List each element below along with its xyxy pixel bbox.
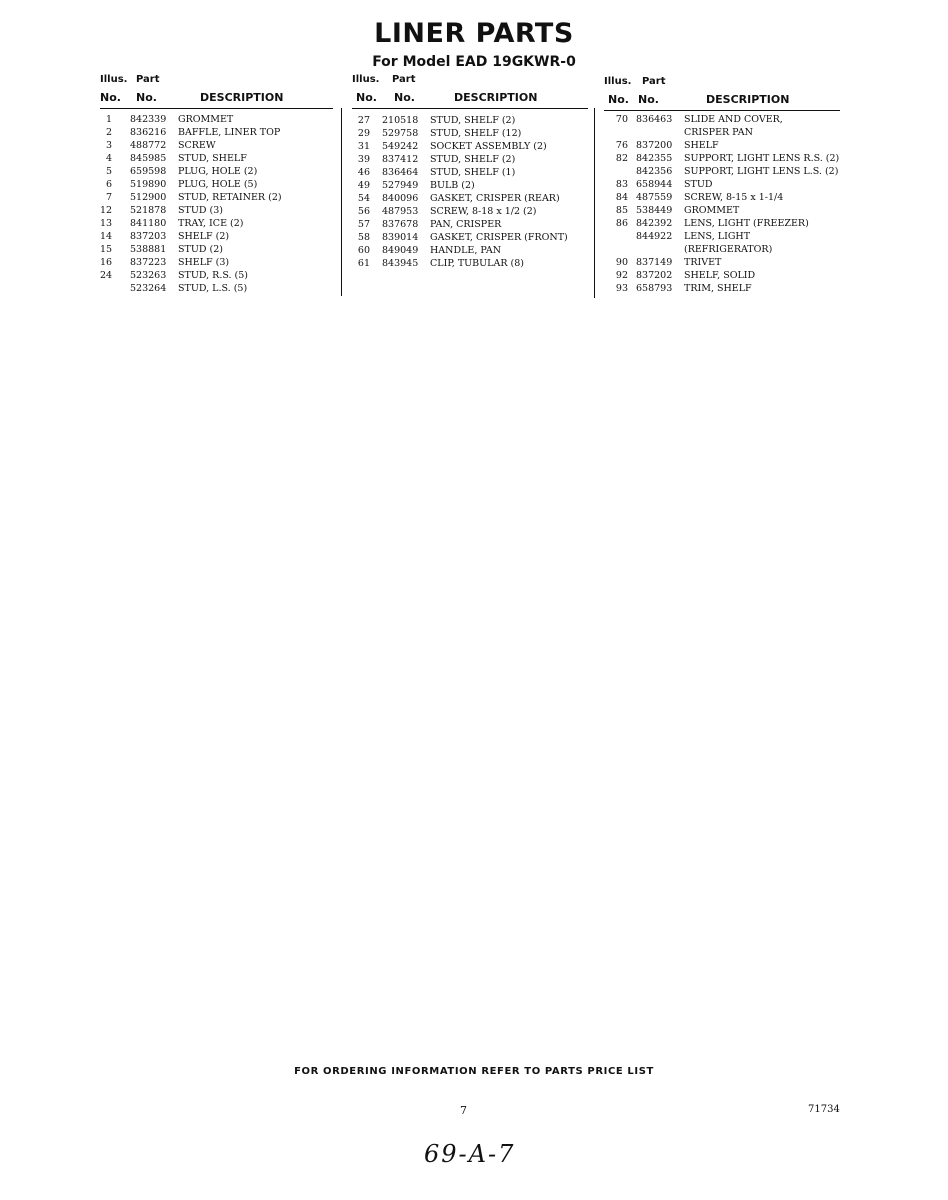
table-row bbox=[352, 205, 588, 218]
part-number: 487953 bbox=[382, 206, 419, 217]
part-description: CLIP, TUBULAR (8) bbox=[430, 258, 524, 269]
table-row bbox=[100, 178, 333, 191]
part-description: SUPPORT, LIGHT LENS R.S. (2) bbox=[684, 153, 840, 164]
illus-number: 85 bbox=[615, 205, 628, 216]
handwritten-note: 69-A-7 bbox=[424, 1140, 516, 1168]
table-row bbox=[604, 269, 840, 282]
part-description: BAFFLE, LINER TOP bbox=[178, 127, 281, 138]
part-number: 521878 bbox=[130, 205, 167, 216]
part-number: 529758 bbox=[382, 128, 419, 139]
part-number: 538449 bbox=[636, 205, 673, 216]
part-description: HANDLE, PAN bbox=[430, 245, 502, 256]
table-row bbox=[100, 126, 333, 139]
column-header bbox=[604, 76, 840, 110]
part-description: SCREW, 8-18 x 1/2 (2) bbox=[430, 206, 537, 217]
part-description: BULB (2) bbox=[430, 180, 475, 191]
table-row bbox=[604, 152, 840, 165]
part-number: 842339 bbox=[130, 114, 167, 125]
part-number: 512900 bbox=[130, 192, 167, 203]
table-row bbox=[352, 114, 588, 127]
part-description: TRAY, ICE (2) bbox=[178, 218, 244, 229]
table-row bbox=[604, 178, 840, 191]
part-description: (REFRIGERATOR) bbox=[684, 244, 773, 255]
table-row bbox=[100, 230, 333, 243]
part-description: PAN, CRISPER bbox=[430, 219, 502, 230]
part-description: SHELF bbox=[684, 140, 719, 151]
illus-number: 58 bbox=[357, 232, 370, 243]
part-number: 837149 bbox=[636, 257, 673, 268]
part-number: 841180 bbox=[130, 218, 167, 229]
illus-number: 29 bbox=[357, 128, 370, 139]
illus-number: 12 bbox=[100, 205, 113, 216]
part-description: TRIM, SHELF bbox=[684, 283, 752, 294]
model-subtitle: For Model EAD 19GKWR-0 bbox=[372, 54, 576, 70]
illus-number: 6 bbox=[105, 179, 112, 190]
table-row bbox=[604, 139, 840, 152]
part-number: 837223 bbox=[130, 257, 167, 268]
part-description: STUD, SHELF (1) bbox=[430, 167, 516, 178]
part-description: STUD, SHELF (2) bbox=[430, 115, 516, 126]
illus-number: 13 bbox=[100, 218, 113, 229]
no-header: No. bbox=[608, 93, 629, 106]
table-row bbox=[604, 113, 840, 126]
part-description: GASKET, CRISPER (REAR) bbox=[430, 193, 560, 204]
part-number: 843945 bbox=[382, 258, 419, 269]
illus-number: 76 bbox=[615, 140, 628, 151]
illus-number: 49 bbox=[357, 180, 370, 191]
part-number: 842355 bbox=[636, 153, 673, 164]
table-row bbox=[352, 231, 588, 244]
part-description: STUD (3) bbox=[178, 205, 223, 216]
part-number: 836463 bbox=[636, 114, 673, 125]
part-number: 488772 bbox=[130, 140, 167, 151]
ordering-note: FOR ORDERING INFORMATION REFER TO PARTS PRICE LIST bbox=[294, 1066, 654, 1077]
part-description: STUD, SHELF bbox=[178, 153, 247, 164]
parts-list bbox=[604, 111, 840, 295]
table-row bbox=[100, 113, 333, 126]
table-row bbox=[604, 165, 840, 178]
part-description: PLUG, HOLE (2) bbox=[178, 166, 258, 177]
table-row bbox=[100, 191, 333, 204]
table-row bbox=[352, 218, 588, 231]
part-header: Part bbox=[136, 74, 160, 85]
part-number: 210518 bbox=[382, 115, 419, 126]
part-number: 519890 bbox=[130, 179, 167, 190]
part-number: 837678 bbox=[382, 219, 419, 230]
part-header: Part bbox=[392, 74, 416, 85]
illus-number: 93 bbox=[615, 283, 628, 294]
table-row bbox=[100, 152, 333, 165]
column-divider bbox=[341, 108, 342, 296]
part-description: TRIVET bbox=[684, 257, 722, 268]
illus-number: 56 bbox=[357, 206, 370, 217]
part-number: 538881 bbox=[130, 244, 167, 255]
illus-number: 86 bbox=[615, 218, 628, 229]
no-header: No. bbox=[100, 91, 121, 104]
table-row bbox=[100, 282, 333, 295]
table-row bbox=[100, 256, 333, 269]
illus-number: 3 bbox=[105, 140, 112, 151]
part-header: Part bbox=[642, 76, 666, 87]
document-code: 71734 bbox=[808, 1104, 840, 1115]
table-row bbox=[604, 204, 840, 217]
part-description: SCREW, 8-15 x 1-1/4 bbox=[684, 192, 784, 203]
part-number: 549242 bbox=[382, 141, 419, 152]
illus-number: 60 bbox=[357, 245, 370, 256]
part-description: SUPPORT, LIGHT LENS L.S. (2) bbox=[684, 166, 839, 177]
column-divider bbox=[594, 108, 595, 298]
part-description: SHELF (3) bbox=[178, 257, 230, 268]
table-row bbox=[352, 140, 588, 153]
illus-number: 83 bbox=[615, 179, 628, 190]
part-number: 837203 bbox=[130, 231, 167, 242]
parts-column-1 bbox=[100, 74, 333, 295]
part-description: STUD, R.S. (5) bbox=[178, 270, 249, 281]
table-row bbox=[352, 192, 588, 205]
illus-number: 90 bbox=[615, 257, 628, 268]
column-header bbox=[100, 74, 333, 108]
illus-number: 70 bbox=[615, 114, 628, 125]
no-header: No. bbox=[356, 91, 377, 104]
part-no-header: No. bbox=[638, 93, 659, 106]
description-header: DESCRIPTION bbox=[706, 93, 790, 106]
illus-number: 82 bbox=[615, 153, 628, 164]
table-row bbox=[604, 243, 840, 256]
illus-number: 61 bbox=[357, 258, 370, 269]
table-row bbox=[604, 217, 840, 230]
part-description: STUD bbox=[684, 179, 713, 190]
table-row bbox=[100, 243, 333, 256]
table-row bbox=[352, 244, 588, 257]
part-description: STUD, RETAINER (2) bbox=[178, 192, 282, 203]
illus-number: 14 bbox=[100, 231, 113, 242]
table-row bbox=[604, 191, 840, 204]
part-number: 836216 bbox=[130, 127, 167, 138]
illus-number: 39 bbox=[357, 154, 370, 165]
part-number: 487559 bbox=[636, 192, 673, 203]
illus-number: 31 bbox=[357, 141, 370, 152]
part-number: 837202 bbox=[636, 270, 673, 281]
part-description: CRISPER PAN bbox=[684, 127, 753, 138]
table-row bbox=[352, 127, 588, 140]
illus-number: 16 bbox=[100, 257, 113, 268]
part-number: 658944 bbox=[636, 179, 673, 190]
illus-number: 2 bbox=[105, 127, 112, 138]
part-description: PLUG, HOLE (5) bbox=[178, 179, 258, 190]
parts-list bbox=[100, 109, 333, 295]
illus-number: 5 bbox=[105, 166, 112, 177]
part-number: 658793 bbox=[636, 283, 673, 294]
part-description: SHELF (2) bbox=[178, 231, 230, 242]
part-description: STUD, L.S. (5) bbox=[178, 283, 248, 294]
table-row bbox=[352, 166, 588, 179]
table-row bbox=[100, 217, 333, 230]
part-number: 845985 bbox=[130, 153, 167, 164]
part-number: 659598 bbox=[130, 166, 167, 177]
part-description: STUD, SHELF (12) bbox=[430, 128, 522, 139]
description-header: DESCRIPTION bbox=[200, 91, 284, 104]
illus-number: 4 bbox=[105, 153, 112, 164]
illus-number: 92 bbox=[615, 270, 628, 281]
table-row bbox=[100, 165, 333, 178]
illus-number: 54 bbox=[357, 193, 370, 204]
part-description: SCREW bbox=[178, 140, 216, 151]
table-row bbox=[604, 256, 840, 269]
part-number: 842356 bbox=[636, 166, 673, 177]
part-no-header: No. bbox=[394, 91, 415, 104]
table-row bbox=[100, 204, 333, 217]
table-row bbox=[604, 230, 840, 243]
table-row bbox=[352, 153, 588, 166]
illus-number: 7 bbox=[105, 192, 112, 203]
part-description: SHELF, SOLID bbox=[684, 270, 756, 281]
table-row bbox=[604, 282, 840, 295]
part-description: GROMMET bbox=[684, 205, 740, 216]
page-number: 7 bbox=[460, 1104, 467, 1117]
part-number: 849049 bbox=[382, 245, 419, 256]
part-number: 523264 bbox=[130, 283, 167, 294]
part-description: STUD (2) bbox=[178, 244, 223, 255]
illus-number: 15 bbox=[100, 244, 113, 255]
part-number: 839014 bbox=[382, 232, 419, 243]
part-number: 837412 bbox=[382, 154, 419, 165]
illus-number: 57 bbox=[357, 219, 370, 230]
illus-header: Illus. bbox=[604, 76, 632, 87]
illus-header: Illus. bbox=[352, 74, 380, 85]
table-row bbox=[100, 269, 333, 282]
parts-column-3 bbox=[604, 76, 840, 295]
part-number: 836464 bbox=[382, 167, 419, 178]
illus-number: 1 bbox=[105, 114, 112, 125]
illus-header: Illus. bbox=[100, 74, 128, 85]
part-description: LENS, LIGHT bbox=[684, 231, 751, 242]
illus-number: 84 bbox=[615, 192, 628, 203]
parts-list bbox=[352, 109, 588, 270]
part-no-header: No. bbox=[136, 91, 157, 104]
table-row bbox=[352, 257, 588, 270]
part-number: 527949 bbox=[382, 180, 419, 191]
illus-number: 24 bbox=[100, 270, 113, 281]
part-number: 840096 bbox=[382, 193, 419, 204]
description-header: DESCRIPTION bbox=[454, 91, 538, 104]
page-title: LINER PARTS bbox=[374, 18, 574, 49]
table-row bbox=[100, 139, 333, 152]
part-description: GROMMET bbox=[178, 114, 234, 125]
table-row bbox=[604, 126, 840, 139]
part-number: 844922 bbox=[636, 231, 673, 242]
part-description: SLIDE AND COVER, bbox=[684, 114, 783, 125]
column-header bbox=[352, 74, 588, 108]
illus-number: 46 bbox=[357, 167, 370, 178]
part-description: STUD, SHELF (2) bbox=[430, 154, 516, 165]
part-number: 842392 bbox=[636, 218, 673, 229]
part-number: 837200 bbox=[636, 140, 673, 151]
part-description: GASKET, CRISPER (FRONT) bbox=[430, 232, 568, 243]
part-description: LENS, LIGHT (FREEZER) bbox=[684, 218, 809, 229]
part-number: 523263 bbox=[130, 270, 167, 281]
table-row bbox=[352, 179, 588, 192]
part-description: SOCKET ASSEMBLY (2) bbox=[430, 141, 547, 152]
illus-number: 27 bbox=[357, 115, 370, 126]
parts-column-2 bbox=[352, 74, 588, 270]
